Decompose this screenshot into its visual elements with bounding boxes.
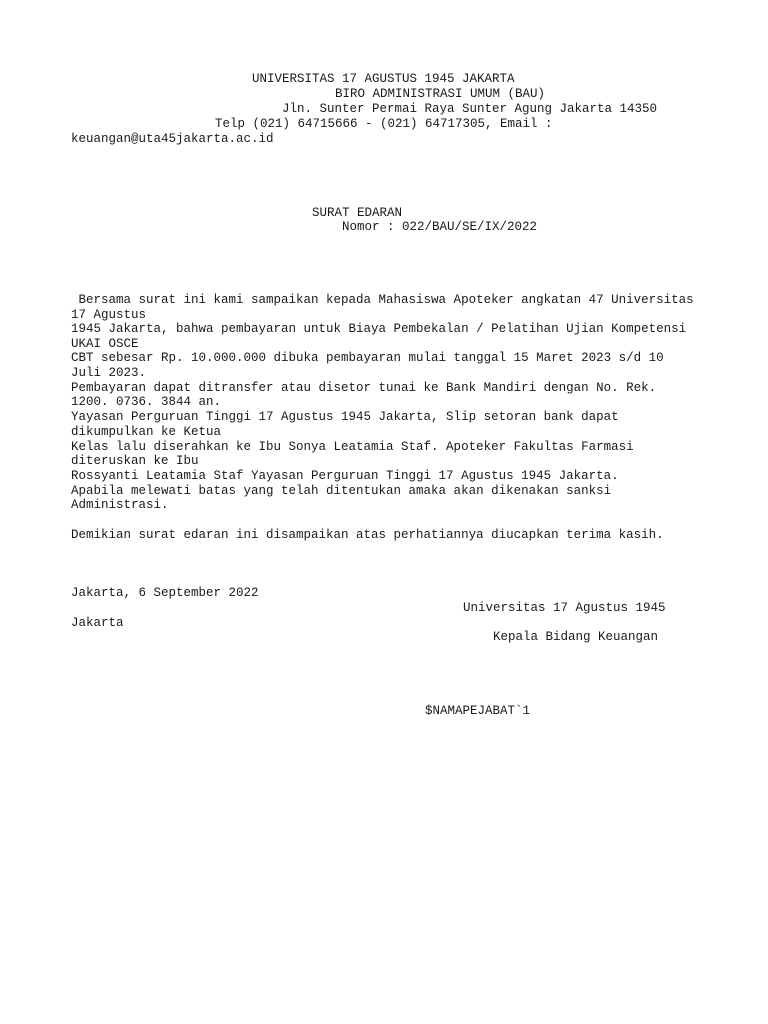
- signature-official-name: $NAMAPEJABAT`1: [425, 704, 531, 718]
- letterhead-contact: Telp (021) 64715666 - (021) 64717305, Email :: [215, 117, 553, 131]
- body-line: Bersama surat ini kami sampaikan kepada Mahasiswa Apoteker angkatan 47 Universitas: [71, 293, 694, 307]
- signature-position: Kepala Bidang Keuangan: [493, 630, 659, 644]
- letter-title: SURAT EDARAN: [312, 206, 403, 220]
- body-line: Kelas lalu diserahkan ke Ibu Sonya Leatamia Staf. Apoteker Fakultas Farmasi: [71, 440, 634, 454]
- letterhead-email: keuangan@uta45jakarta.ac.id: [71, 132, 274, 146]
- place-date: Jakarta, 6 September 2022: [71, 586, 259, 600]
- body-line: 17 Agustus: [71, 308, 147, 322]
- body-line: dikumpulkan ke Ketua: [71, 425, 222, 439]
- body-line: Apabila melewati batas yang telah ditentukan amaka akan dikenakan sanksi: [71, 484, 612, 498]
- body-line: 1945 Jakarta, bahwa pembayaran untuk Biaya Pembekalan / Pelatihan Ujian Kompetensi: [71, 322, 687, 336]
- letterhead-address: Jln. Sunter Permai Raya Sunter Agung Jakarta 14350: [282, 102, 658, 116]
- body-line: Pembayaran dapat ditransfer atau disetor tunai ke Bank Mandiri dengan No. Rek.: [71, 381, 657, 395]
- body-line: Yayasan Perguruan Tinggi 17 Agustus 1945 Jakarta, Slip setoran bank dapat: [71, 410, 619, 424]
- body-line: UKAI OSCE: [71, 337, 139, 351]
- body-line: CBT sebesar Rp. 10.000.000 dibuka pembayaran mulai tanggal 15 Maret 2023 s/d 10: [71, 351, 664, 365]
- signature-institution-city: Jakarta: [71, 616, 124, 630]
- letterhead-bureau: BIRO ADMINISTRASI UMUM (BAU): [335, 87, 546, 101]
- body-line: Administrasi.: [71, 498, 169, 512]
- body-line: diteruskan ke Ibu: [71, 454, 199, 468]
- body-line: Juli 2023.: [71, 366, 147, 380]
- closing-sentence: Demikian surat edaran ini disampaikan atas perhatiannya diucapkan terima kasih.: [71, 528, 664, 542]
- body-line: Rossyanti Leatamia Staf Yayasan Perguruan Tinggi 17 Agustus 1945 Jakarta.: [71, 469, 619, 483]
- letter-number: Nomor : 022/BAU/SE/IX/2022: [342, 220, 538, 234]
- letterhead-university: UNIVERSITAS 17 AGUSTUS 1945 JAKARTA: [252, 72, 515, 86]
- signature-institution: Universitas 17 Agustus 1945: [463, 601, 666, 615]
- body-line: 1200. 0736. 3844 an.: [71, 395, 222, 409]
